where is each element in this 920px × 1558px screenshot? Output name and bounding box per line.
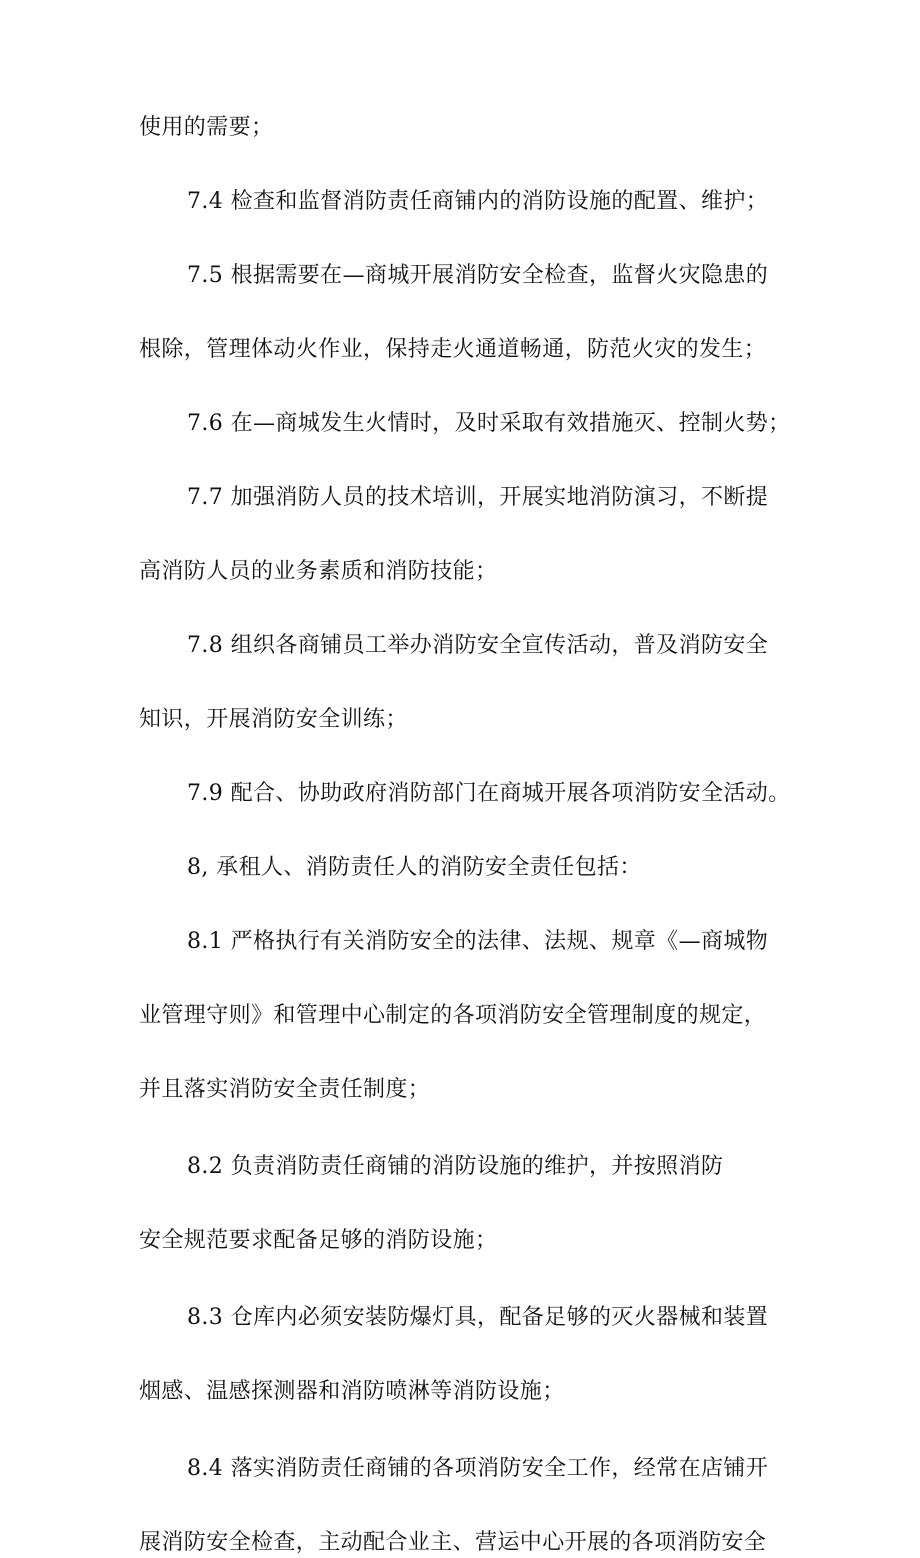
text-line: 使用的需要；	[139, 115, 274, 140]
text-line: 高消防人员的业务素质和消防技能；	[139, 559, 498, 584]
paragraph-7-9: 7.9 配合、协助政府消防部门在商城开展各项消防安全活动。	[187, 781, 791, 806]
paragraph-7-7: 7.7 加强消防人员的技术培训，开展实地消防演习，不断提	[187, 485, 769, 510]
text-line: 安全规范要求配备足够的消防设施；	[139, 1228, 498, 1253]
paragraph-7-8: 7.8 组织各商铺员工举办消防安全宣传活动，普及消防安全	[187, 633, 769, 658]
paragraph-8-4: 8.4 落实消防责任商铺的各项消防安全工作，经常在店铺开	[187, 1456, 769, 1481]
text-line: 根除，管理体动火作业，保持走火通道畅通，防范火灾的发生；	[139, 337, 767, 362]
text-line: 业管理守则》和管理中心制定的各项消防安全管理制度的规定，	[139, 1003, 767, 1028]
paragraph-7-4: 7.4 检查和监督消防责任商铺内的消防设施的配置、维护；	[187, 189, 769, 214]
paragraph-8-3: 8.3 仓库内必须安装防爆灯具，配备足够的灭火器械和装置	[187, 1305, 769, 1330]
document-body	[139, 113, 799, 1558]
paragraph-7-5: 7.5 根据需要在—商城开展消防安全检查，监督火灾隐患的	[187, 263, 769, 288]
text-line: 知识，开展消防安全训练；	[139, 707, 408, 732]
paragraph-8-2: 8.2 负责消防责任商铺的消防设施的维护，并按照消防	[187, 1154, 724, 1179]
paragraph-8-1: 8.1 严格执行有关消防安全的法律、法规、规章《—商城物	[187, 929, 769, 954]
text-line: 并且落实消防安全责任制度；	[139, 1077, 431, 1102]
paragraph-7-6: 7.6 在—商城发生火情时，及时采取有效措施灭、控制火势；	[187, 411, 791, 436]
paragraph-8: 8, 承租人、消防责任人的消防安全责任包括：	[187, 855, 642, 880]
text-line: 烟感、温感探测器和消防喷淋等消防设施；	[139, 1379, 565, 1404]
text-line: 展消防安全检查，主动配合业主、营运中心开展的各项消防安全	[139, 1530, 767, 1555]
